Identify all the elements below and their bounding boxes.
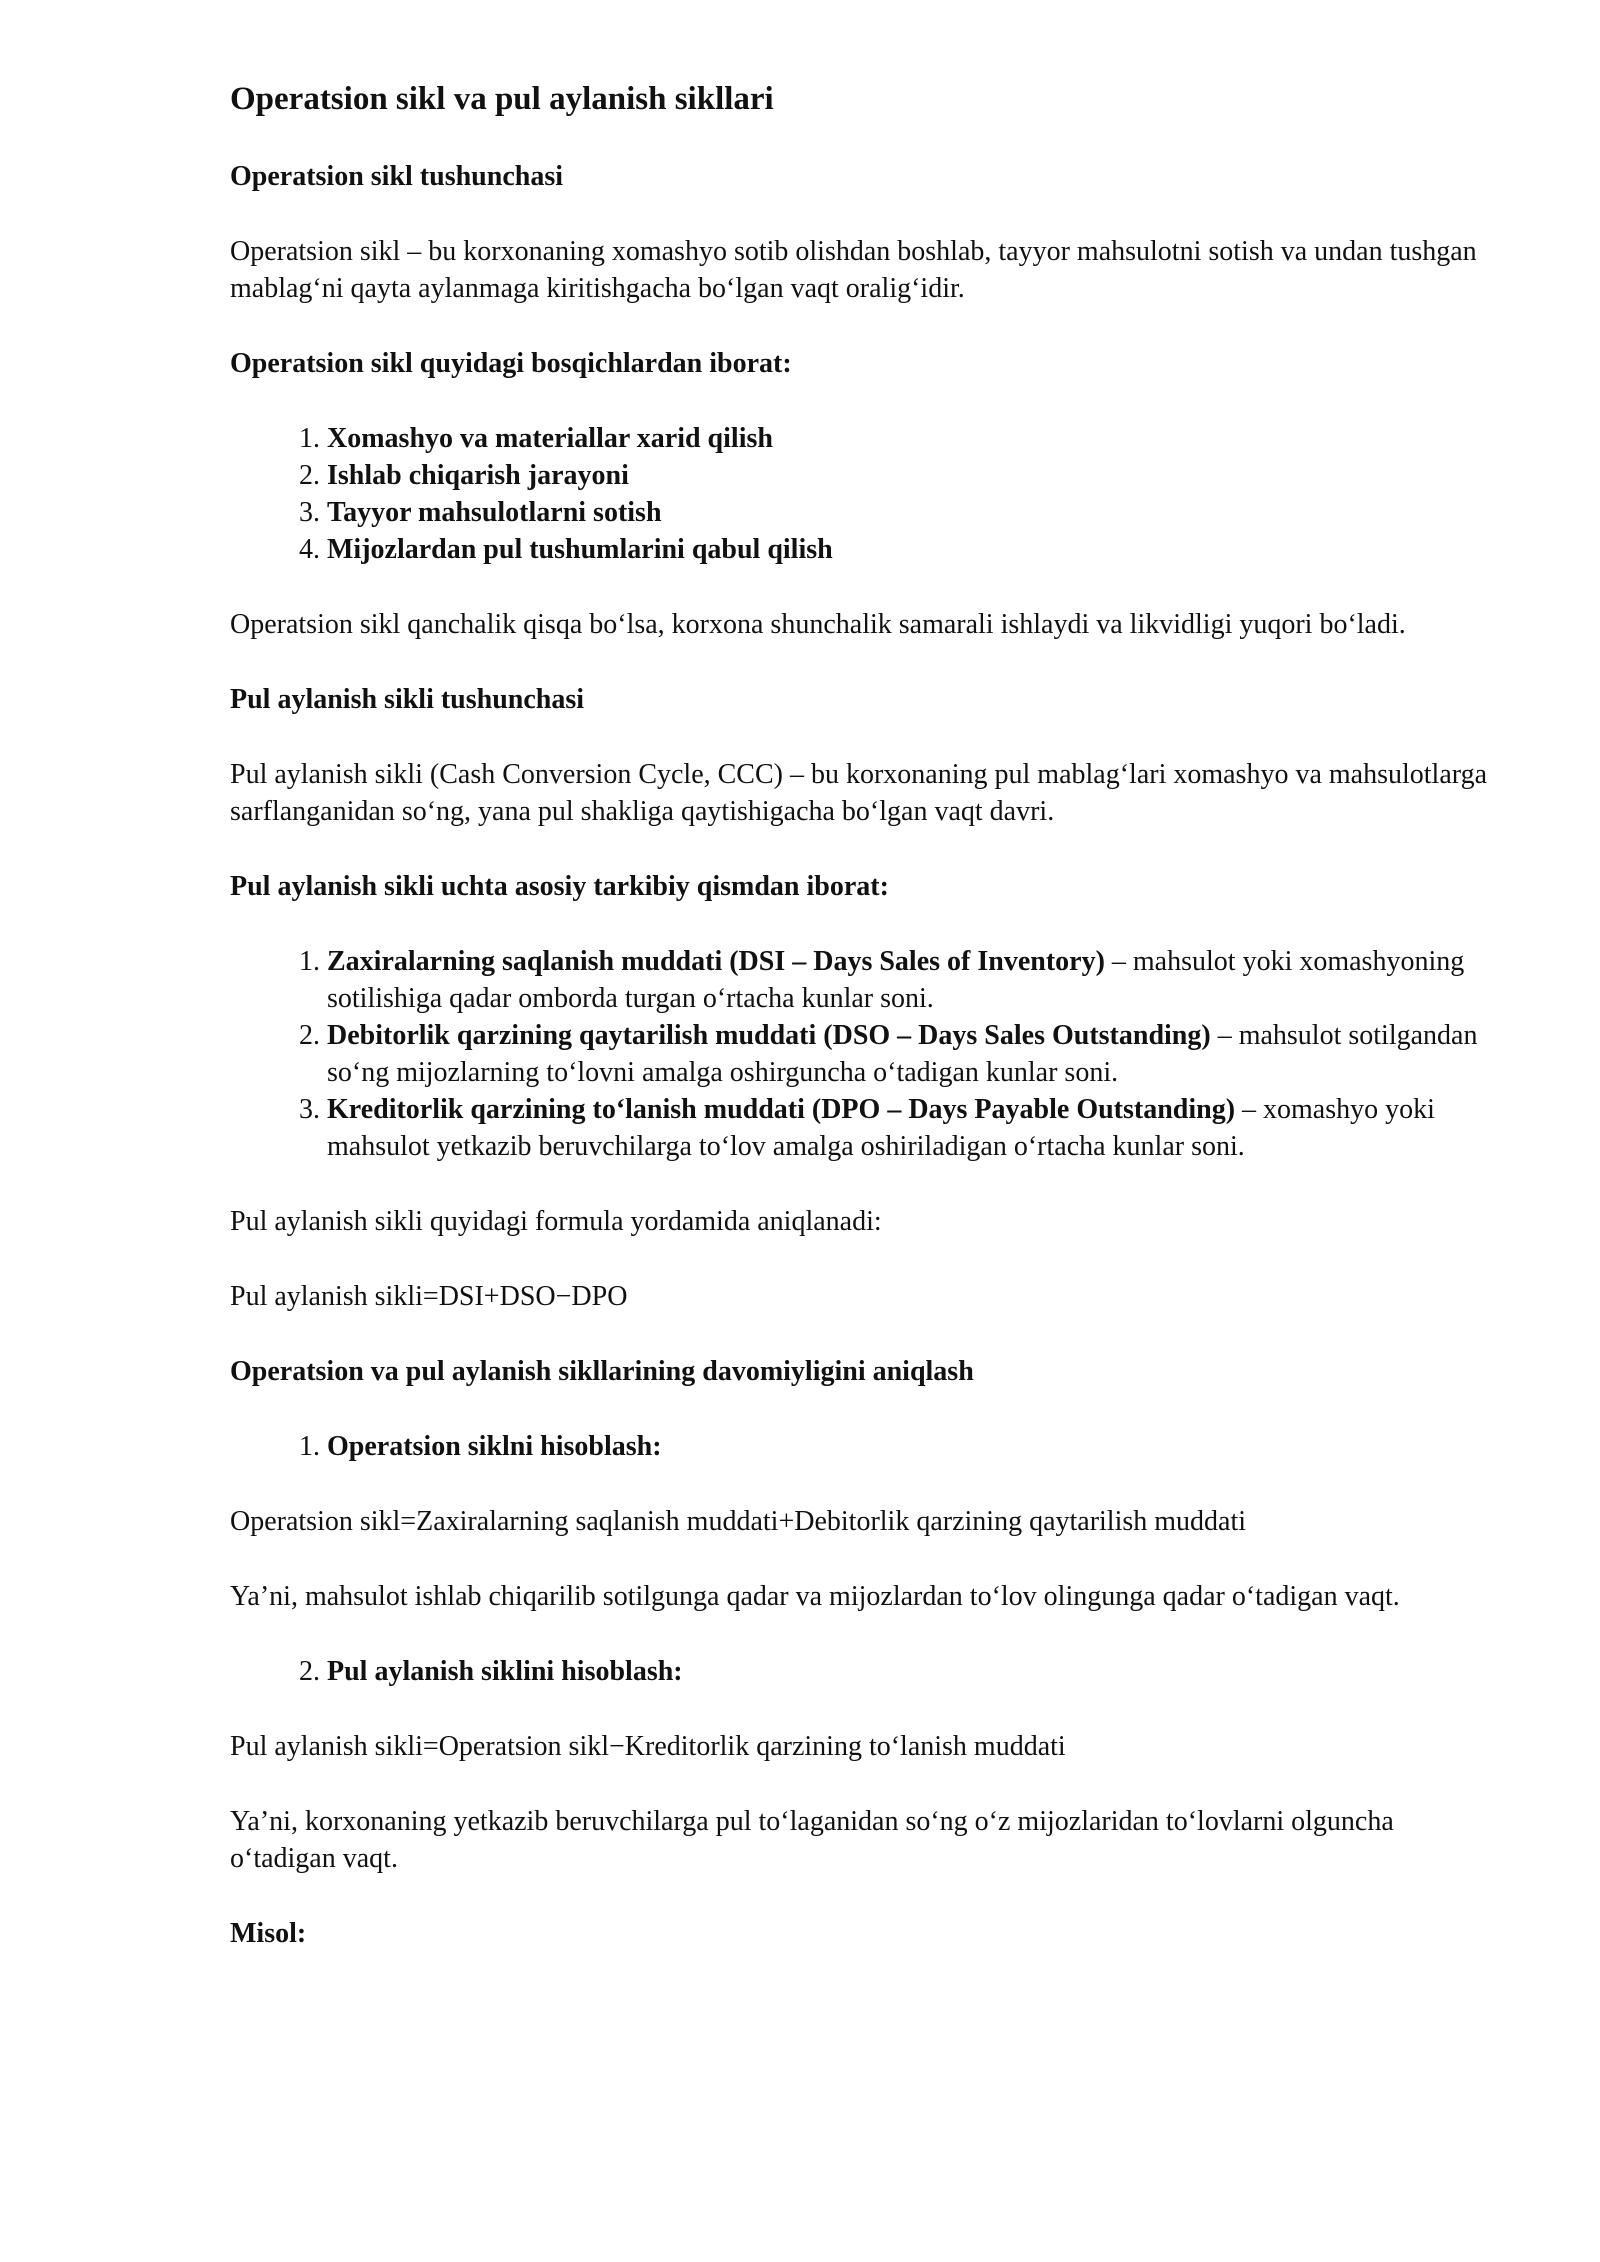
component-description: – mahsulot yoki xomashyoning sotilishiga qadar omborda turgan o‘rtacha kunlar soni. (327, 946, 1465, 1014)
list-item: 2. Ishlab chiqarish jarayoni (327, 457, 1500, 494)
stages-heading: Operatsion sikl quyidagi bosqichlardan iborat: (230, 348, 792, 379)
section-heading-cash-cycle: Pul aylanish sikli tushunchasi (230, 684, 585, 715)
operating-cycle-definition: Operatsion sikl – bu korxonaning xomashyo sotib olishdan boshlab, tayyor mahsulotni sotish va undan tushgan mablag‘ni qayta aylanmaga kiritishgacha bo‘lgan vaqt oralig‘idir. (230, 236, 1477, 304)
component-term: Debitorlik qarzining qaytarilish muddati (DSO – Days Sales Outstanding) (327, 1020, 1211, 1051)
list-item: 3. Tayyor mahsulotlarni sotish (327, 494, 1500, 531)
component-term: Kreditorlik qarzining to‘lanish muddati (DPO – Days Payable Outstanding) (327, 1094, 1236, 1125)
cash-cycle-definition: Pul aylanish sikli (Cash Conversion Cycle, CCC) – bu korxonaning pul mablag‘lari xomashyo va mahsulotlarga sarflanganidan so‘ng, yana pul shakliga qaytishigacha bo‘lgan vaqt davri. (230, 759, 1487, 827)
step-list-2 (230, 1653, 1500, 1690)
cash-cycle-formula: Pul aylanish sikli=Operatsion sikl−Kreditorlik qarzining to‘lanish muddati (230, 1731, 1066, 1762)
document-page (230, 70, 1500, 1990)
component-term: Zaxiralarning saqlanish muddati (DSI – Days Sales of Inventory) (327, 946, 1105, 977)
list-item: 4. Mijozlardan pul tushumlarini qabul qilish (327, 531, 1500, 568)
cash-cycle-explanation: Ya’ni, korxonaning yetkazib beruvchilarga pul to‘laganidan so‘ng o‘z mijozlaridan to‘lovlarni olguncha o‘tadigan vaqt. (230, 1806, 1394, 1874)
list-item: 1. Operatsion siklni hisoblash: (327, 1428, 1500, 1465)
operating-cycle-conclusion: Operatsion sikl qanchalik qisqa bo‘lsa, korxona shunchalik samarali ishlaydi va likvidligi yuqori bo‘ladi. (230, 609, 1406, 640)
components-heading: Pul aylanish sikli uchta asosiy tarkibiy qismdan iborat: (230, 871, 889, 902)
list-item: 2. Pul aylanish siklini hisoblash: (327, 1653, 1500, 1690)
list-item (327, 1017, 1500, 1091)
section-heading-duration: Operatsion va pul aylanish sikllarining davomiyligini aniqlash (230, 1356, 974, 1387)
step-list-1 (230, 1428, 1500, 1465)
ccc-formula: Pul aylanish sikli=DSI+DSO−DPO (230, 1281, 628, 1312)
list-item: 1. Xomashyo va materiallar xarid qilish (327, 420, 1500, 457)
list-item (327, 1091, 1500, 1165)
components-list (230, 943, 1500, 1165)
operating-cycle-formula: Operatsion sikl=Zaxiralarning saqlanish muddati+Debitorlik qarzining qaytarilish muddati (230, 1506, 1247, 1537)
formula-intro: Pul aylanish sikli quyidagi formula yordamida aniqlanadi: (230, 1206, 882, 1237)
component-description: – xomashyo yoki mahsulot yetkazib beruvchilarga to‘lov amalga oshiriladigan o‘rtacha kunlar soni. (327, 1094, 1435, 1162)
list-item (327, 943, 1500, 1017)
operating-cycle-explanation: Ya’ni, mahsulot ishlab chiqarilib sotilgunga qadar va mijozlardan to‘lov olingunga qadar o‘tadigan vaqt. (230, 1581, 1400, 1612)
component-description: – mahsulot sotilgandan so‘ng mijozlarning to‘lovni amalga oshirguncha o‘tadigan kunlar soni. (327, 1020, 1478, 1088)
example-label: Misol: (230, 1918, 307, 1949)
document-title: Operatsion sikl va pul aylanish sikllari (230, 81, 774, 117)
section-heading-operating-cycle: Operatsion sikl tushunchasi (230, 161, 563, 192)
stages-list (230, 420, 1500, 568)
